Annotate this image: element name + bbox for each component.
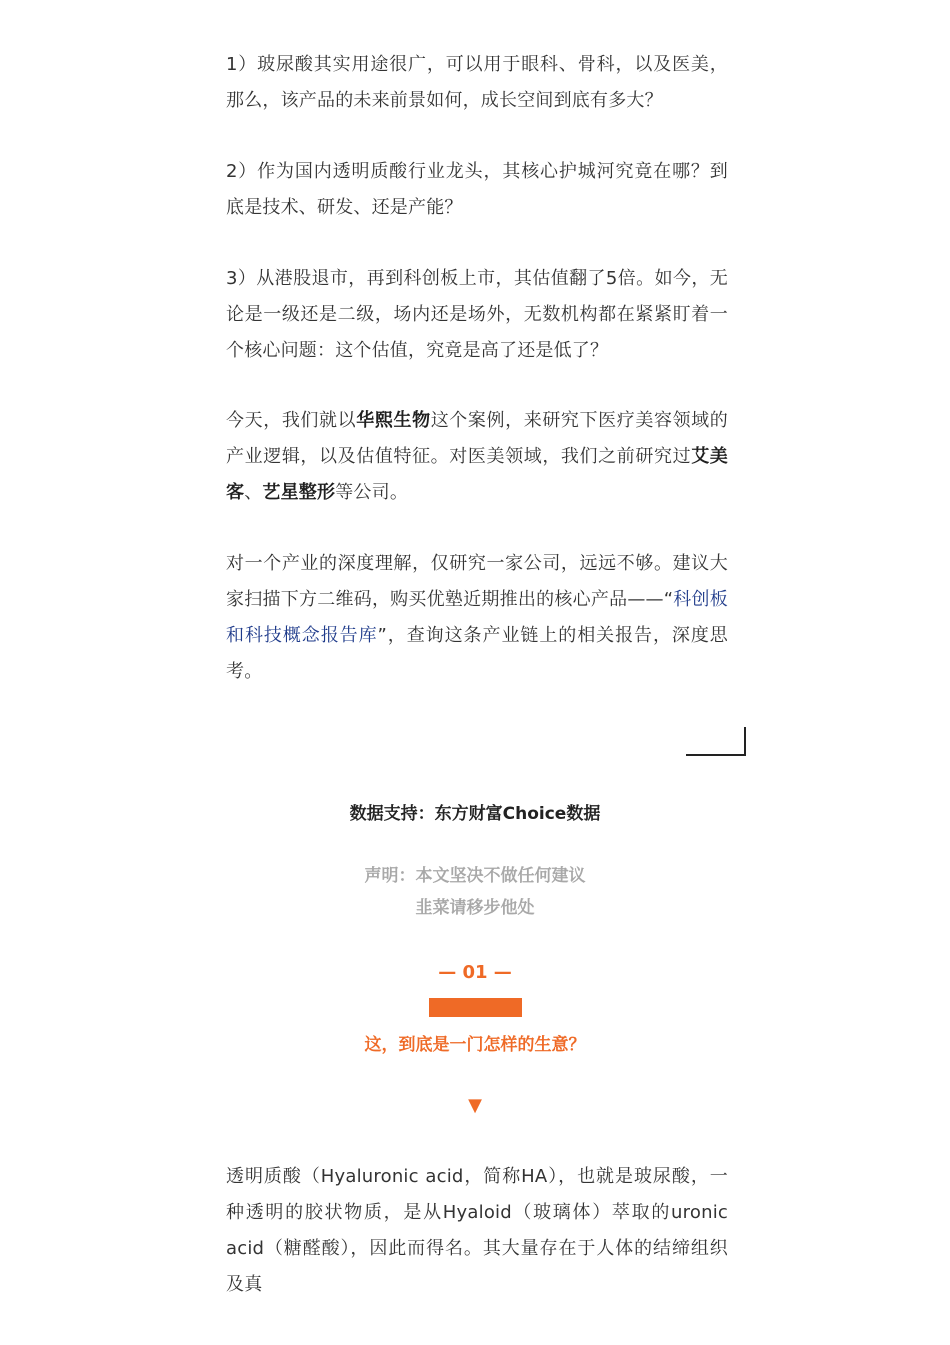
recommend-text-1: 对一个产业的深度理解，仅研究一家公司，远远不够。建议大家扫描下方二维码，购买优塾近期推出的核心产品——“ bbox=[226, 553, 728, 610]
intro-text-2: 这个案例，来研究下医疗美容领域的产业逻辑，以及估值特征。对医美领域，我们之前研究过 bbox=[226, 410, 728, 467]
report-library-link[interactable]: 科创板和科技概念报告库 bbox=[226, 589, 728, 646]
section-number: — 01 — bbox=[438, 962, 512, 983]
intro-separator: 、 bbox=[244, 482, 263, 503]
company-name-huaxi: 华熙生物 bbox=[356, 410, 431, 431]
paragraph-intro bbox=[226, 403, 728, 511]
disclaimer-line-1: 声明：本文坚决不做任何建议 bbox=[364, 866, 586, 886]
down-arrow-icon: ▼ bbox=[468, 1095, 482, 1116]
section-bar-block bbox=[429, 998, 522, 1017]
recommend-text-2: ”，查询这条产业链上的相关报告，深度思考。 bbox=[226, 625, 728, 682]
disclaimer-line-2: 韭菜请移步他处 bbox=[415, 898, 535, 918]
paragraph-ha-definition: 透明质酸（Hyaluronic acid，简称HA），也就是玻尿酸，一种透明的胶状物质，是从Hyaloid（玻璃体）萃取的uronic acid（糖醛酸），因此而得名。其大量存在于人体的结缔组织及真 bbox=[226, 1166, 728, 1295]
paragraph-question-1: 1）玻尿酸其实用途很广，可以用于眼科、骨科，以及医美，那么，该产品的未来前景如何，成长空间到底有多大？ bbox=[226, 54, 728, 111]
intro-text-3: 等公司。 bbox=[335, 482, 409, 503]
section-bar bbox=[0, 998, 950, 1021]
company-name-yixing: 艺星整形 bbox=[262, 482, 336, 503]
paragraph-question-2: 2）作为国内透明质酸行业龙头，其核心护城河究竟在哪？到底是技术、研发、还是产能？ bbox=[226, 161, 728, 218]
paragraph-question-3: 3）从港股退市，再到科创板上市，其估值翻了5倍。如今，无论是一级还是二级，场内还是场外，无数机构都在紧紧盯着一个核心问题：这个估值，究竟是高了还是低了？ bbox=[226, 268, 728, 361]
data-source-label: 数据支持：东方财富Choice数据 bbox=[349, 804, 601, 824]
corner-divider bbox=[686, 727, 746, 756]
company-name-aimeike: 艾美客 bbox=[226, 446, 728, 503]
intro-text-1: 今天，我们就以 bbox=[226, 410, 357, 431]
disclaimer bbox=[0, 860, 950, 924]
paragraph-recommendation bbox=[226, 546, 728, 690]
section-title: 这，到底是一门怎样的生意？ bbox=[364, 1035, 586, 1055]
